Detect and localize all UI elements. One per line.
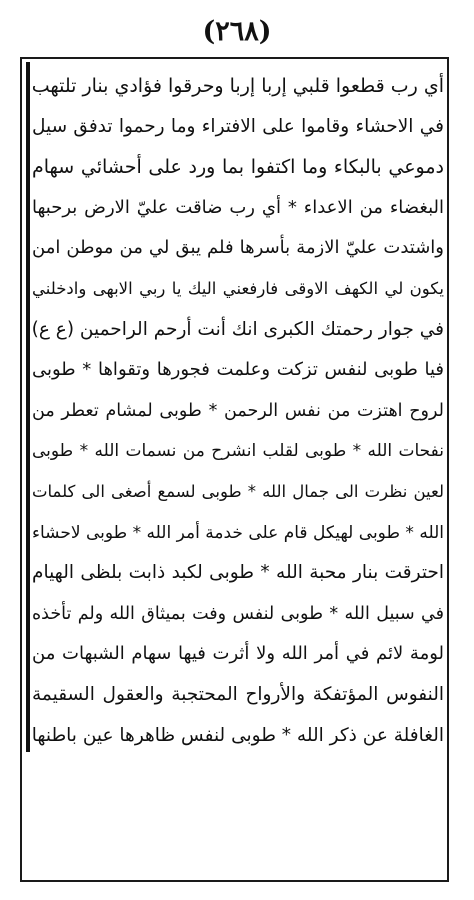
text-line: احترقت بنار محبة الله * طوبى لكبد ذابت بلظى الهيام bbox=[32, 562, 444, 584]
text-line: الغافلة عن ذكر الله * طوبى لنفس ظاهرها عين باطنها bbox=[32, 724, 444, 746]
text-line: يكون لي الكهف الاوقى فارفعني اليك يا ربي الابهى وادخلني bbox=[32, 278, 444, 298]
text-line: نفحات الله * طوبى لقلب انشرح من نسمات الله * طوبى bbox=[32, 441, 444, 462]
text-line: البغضاء من الاعداء * أي رب ضاقت عليّ الارض برحبها bbox=[32, 196, 444, 218]
text-line: في سبيل الله * طوبى لنفس وفت بميثاق الله ولم تأخذه bbox=[32, 603, 444, 624]
text-line: في جوار رحمتك الكبرى انك أنت أرحم الراحمين (ع ع) bbox=[32, 318, 444, 340]
text-line: دموعي بالبكاء وما اكتفوا بما ورد على أحشائي سهام bbox=[32, 156, 444, 179]
text-line: واشتدت عليّ الازمة بأسرها فلم يبق لي من موطن امن bbox=[32, 237, 444, 259]
margin-rule bbox=[26, 62, 30, 752]
text-line: في الاحشاء وقاموا على الافتراء وما رحموا تدفق سيل bbox=[32, 115, 444, 137]
text-line: أي رب قطعوا قلبي إربا إربا وحرقوا فؤادي بنار تلتهب bbox=[32, 75, 444, 97]
text-line: لروح اهتزت من نفس الرحمن * طوبى لمشام تعطر من bbox=[32, 400, 444, 421]
text-line: الله * طوبى لهيكل قام على خدمة أمر الله * طوبى لاحشاء bbox=[32, 522, 444, 543]
text-line: لعين نظرت الى جمال الله * طوبى لسمع أصغى الى كلمات bbox=[32, 481, 444, 501]
text-line: لومة لائم في أمر الله ولا أثرت فيها سهام الشبهات من bbox=[32, 643, 444, 665]
text-line: النفوس المؤتفكة والأرواح المحتجبة والعقول السقيمة bbox=[32, 683, 444, 705]
page-number: (٢٦٨) bbox=[202, 16, 272, 47]
text-line: فيا طوبى لنفس تزكت وعلمت فجورها وتقواها * طوبى bbox=[32, 359, 444, 381]
text-body bbox=[32, 66, 444, 756]
